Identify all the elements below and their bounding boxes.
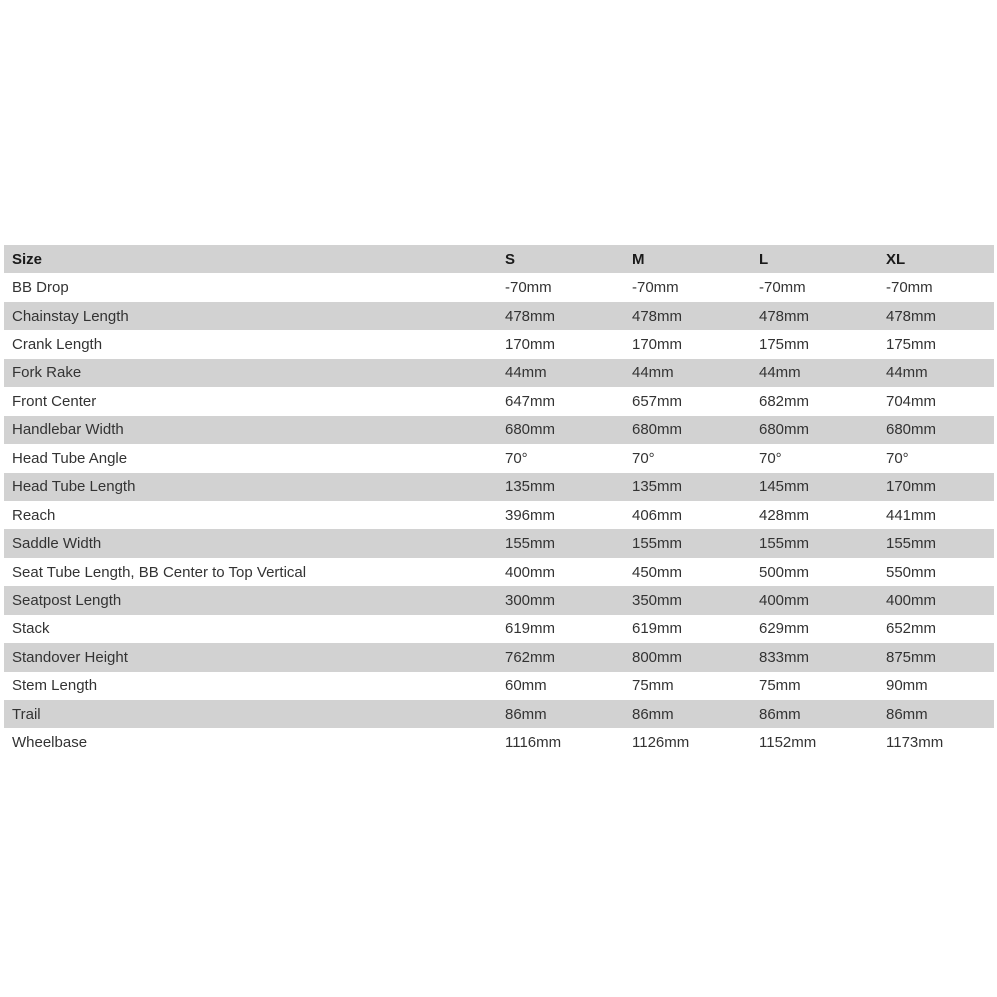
row-label: Seat Tube Length, BB Center to Top Vertical [12,563,307,581]
table-header-row [4,245,994,273]
value-cell-xl: 90mm [886,677,928,695]
table-row [4,330,994,358]
value-cell-s: 44mm [505,364,547,382]
value-cell-s: 396mm [505,506,556,524]
value-cell-xl: 44mm [886,364,928,382]
value-cell-l: 428mm [759,506,810,524]
value-cell-m: 657mm [632,392,683,410]
value-cell-l: 400mm [759,591,810,609]
value-cell-s: 135mm [505,478,556,496]
value-cell-xl: 478mm [886,307,937,325]
row-label: Head Tube Length [12,478,136,496]
value-cell-m: -70mm [632,279,679,297]
value-cell-l: 75mm [759,677,801,695]
header-size-label: Size [12,250,43,268]
value-cell-xl: 400mm [886,591,937,609]
value-cell-l: 629mm [759,620,810,638]
row-label: Crank Length [12,336,103,354]
header-column-l: L [759,250,769,268]
table-row [4,643,994,671]
value-cell-l: 44mm [759,364,801,382]
value-cell-xl: 70° [886,449,909,467]
header-column-m: M [632,250,645,268]
value-cell-s: 619mm [505,620,556,638]
value-cell-m: 800mm [632,648,683,666]
value-cell-s: 60mm [505,677,547,695]
value-cell-l: 70° [759,449,782,467]
table-row [4,473,994,501]
value-cell-m: 44mm [632,364,674,382]
row-label: Stack [12,620,50,638]
value-cell-m: 86mm [632,705,674,723]
row-label: Seatpost Length [12,591,122,609]
value-cell-s: 400mm [505,563,556,581]
table-row [4,700,994,728]
value-cell-xl: 550mm [886,563,937,581]
row-label: Handlebar Width [12,421,124,439]
row-label: Head Tube Angle [12,449,128,467]
table-row [4,558,994,586]
value-cell-l: 833mm [759,648,810,666]
table-row [4,444,994,472]
value-cell-xl: 175mm [886,336,937,354]
value-cell-xl: 86mm [886,705,928,723]
geometry-spec-table [4,245,994,757]
value-cell-m: 680mm [632,421,683,439]
value-cell-xl: 704mm [886,392,937,410]
value-cell-xl: 652mm [886,620,937,638]
table-row [4,529,994,557]
table-row [4,615,994,643]
value-cell-l: 175mm [759,336,810,354]
table-row [4,501,994,529]
row-label: BB Drop [12,279,69,297]
value-cell-m: 1126mm [632,734,690,752]
value-cell-l: 155mm [759,535,810,553]
table-body [4,273,994,756]
row-label: Reach [12,506,56,524]
value-cell-xl: 441mm [886,506,937,524]
value-cell-s: 86mm [505,705,547,723]
value-cell-m: 70° [632,449,655,467]
value-cell-l: -70mm [759,279,806,297]
value-cell-m: 155mm [632,535,683,553]
value-cell-s: 155mm [505,535,556,553]
value-cell-s: 680mm [505,421,556,439]
value-cell-l: 682mm [759,392,810,410]
row-label: Chainstay Length [12,307,129,325]
value-cell-xl: 170mm [886,478,937,496]
value-cell-s: -70mm [505,279,552,297]
value-cell-xl: 875mm [886,648,937,666]
value-cell-s: 1116mm [505,734,562,752]
table-row [4,302,994,330]
value-cell-m: 75mm [632,677,674,695]
value-cell-xl: 155mm [886,535,937,553]
value-cell-m: 135mm [632,478,683,496]
value-cell-m: 406mm [632,506,683,524]
value-cell-xl: 680mm [886,421,937,439]
value-cell-s: 762mm [505,648,556,666]
value-cell-l: 86mm [759,705,801,723]
value-cell-m: 350mm [632,591,683,609]
value-cell-m: 170mm [632,336,683,354]
table-row [4,273,994,301]
value-cell-m: 450mm [632,563,683,581]
value-cell-l: 478mm [759,307,810,325]
value-cell-m: 478mm [632,307,683,325]
row-label: Saddle Width [12,535,102,553]
value-cell-s: 300mm [505,591,556,609]
table-row [4,359,994,387]
row-label: Fork Rake [12,364,82,382]
value-cell-l: 145mm [759,478,810,496]
value-cell-m: 619mm [632,620,683,638]
row-label: Trail [12,705,41,723]
table-row [4,586,994,614]
value-cell-s: 647mm [505,392,556,410]
header-column-s: S [505,250,516,268]
header-column-xl: XL [886,250,906,268]
value-cell-xl: -70mm [886,279,933,297]
row-label: Front Center [12,392,97,410]
value-cell-s: 478mm [505,307,556,325]
value-cell-l: 500mm [759,563,810,581]
row-label: Wheelbase [12,734,88,752]
table-row [4,728,994,756]
table-row [4,416,994,444]
table-row [4,672,994,700]
row-label: Standover Height [12,648,128,666]
value-cell-l: 680mm [759,421,810,439]
value-cell-s: 170mm [505,336,556,354]
value-cell-s: 70° [505,449,528,467]
row-label: Stem Length [12,677,98,695]
value-cell-xl: 1173mm [886,734,944,752]
table-row [4,387,994,415]
value-cell-l: 1152mm [759,734,817,752]
